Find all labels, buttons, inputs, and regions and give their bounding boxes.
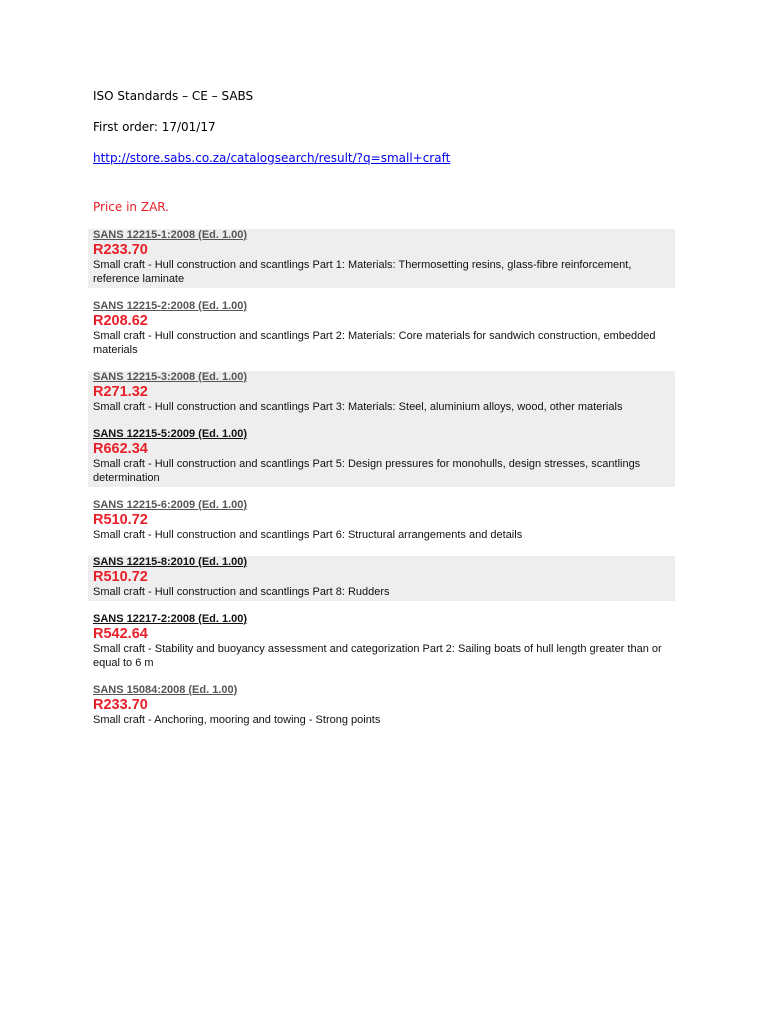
standard-code-link[interactable]: SANS 12215-6:2009 (Ed. 1.00): [93, 499, 248, 511]
list-item: [88, 428, 675, 487]
list-item: [88, 556, 675, 601]
list-item: [88, 684, 675, 729]
standard-description: Small craft - Stability and buoyancy assessment and categorization Part 2: Sailing boats of hull length greater than or equal to 6 m: [93, 643, 662, 669]
price-currency-note: Price in ZAR.: [93, 200, 169, 214]
standard-description: Small craft - Hull construction and scantlings Part 2: Materials: Core materials for sandwich construction, embedded materials: [93, 330, 656, 356]
standard-description: Small craft - Hull construction and scantlings Part 6: Structural arrangements and details: [93, 529, 523, 541]
standard-price: R233.70: [93, 697, 148, 713]
standard-code-link[interactable]: SANS 12217-2:2008 (Ed. 1.00): [93, 613, 248, 625]
catalog-search-link[interactable]: http://store.sabs.co.za/catalogsearch/result/?q=small+craft: [93, 151, 451, 165]
list-item: [88, 613, 675, 672]
first-order-date: First order: 17/01/17: [93, 120, 216, 134]
standard-code-link[interactable]: SANS 12215-3:2008 (Ed. 1.00): [93, 371, 248, 383]
standard-description: Small craft - Hull construction and scantlings Part 5: Design pressures for monohulls, design stresses, scantlings determination: [93, 458, 641, 484]
standard-price: R662.34: [93, 441, 148, 457]
list-item: [88, 229, 675, 288]
standard-price: R271.32: [93, 384, 148, 400]
standard-code-link[interactable]: SANS 15084:2008 (Ed. 1.00): [93, 684, 238, 696]
standard-code-link[interactable]: SANS 12215-8:2010 (Ed. 1.00): [93, 556, 248, 568]
list-item: [88, 371, 675, 416]
standard-code-link[interactable]: SANS 12215-2:2008 (Ed. 1.00): [93, 300, 248, 312]
standard-description: Small craft - Hull construction and scantlings Part 1: Materials: Thermosetting resins, glass-fibre reinforcement, reference laminate: [93, 259, 632, 285]
standard-code-link[interactable]: SANS 12215-5:2009 (Ed. 1.00): [93, 428, 248, 440]
standard-code-link[interactable]: SANS 12215-1:2008 (Ed. 1.00): [93, 229, 248, 241]
standard-description: Small craft - Anchoring, mooring and towing - Strong points: [93, 714, 381, 726]
standards-list: [88, 229, 675, 729]
list-item: [88, 499, 675, 544]
standard-price: R510.72: [93, 569, 148, 585]
standard-price: R542.64: [93, 626, 148, 642]
standard-price: R233.70: [93, 242, 148, 258]
standard-description: Small craft - Hull construction and scantlings Part 8: Rudders: [93, 586, 390, 598]
standard-description: Small craft - Hull construction and scantlings Part 3: Materials: Steel, aluminium alloys, wood, other materials: [93, 401, 623, 413]
standard-price: R510.72: [93, 512, 148, 528]
document-title: ISO Standards – CE – SABS: [93, 89, 254, 103]
list-item: [88, 300, 675, 359]
standard-price: R208.62: [93, 313, 148, 329]
